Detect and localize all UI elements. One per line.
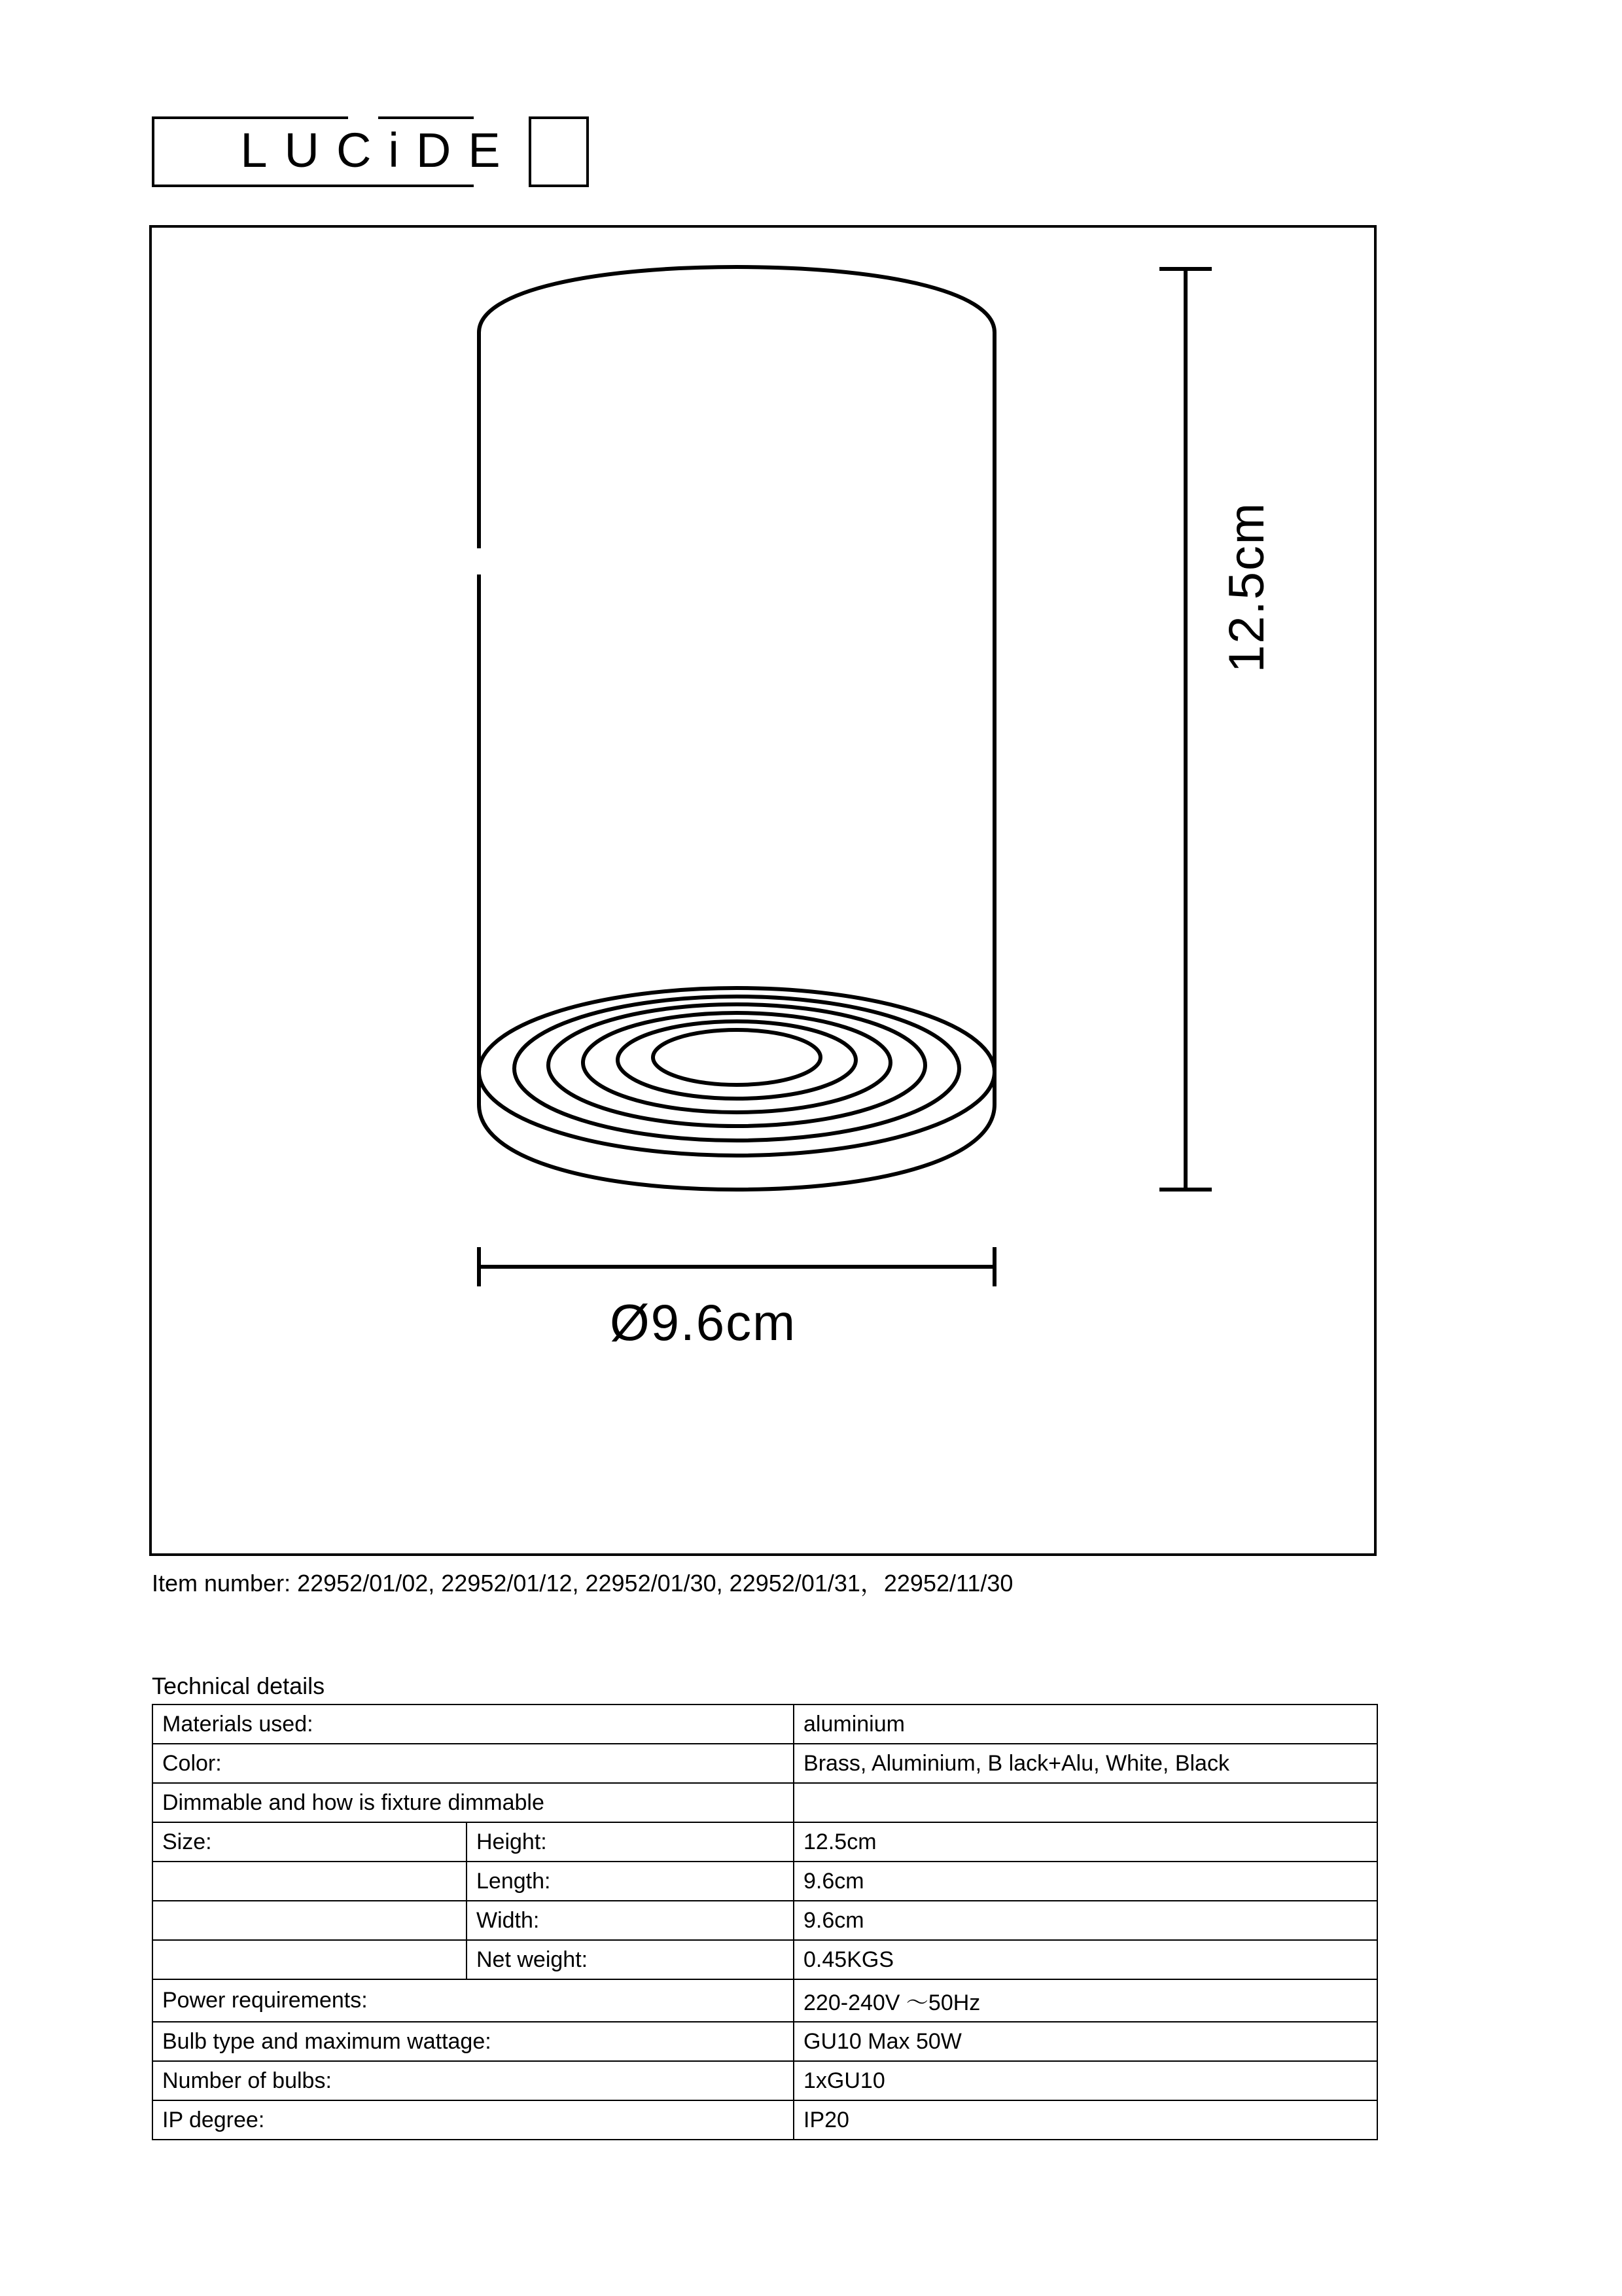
logo-divider [529,116,531,187]
table-row [152,1940,1377,1979]
row-value [794,1783,1377,1822]
row-value: 1xGU10 [794,2061,1377,2100]
table-row [152,1783,1377,1822]
row-value: GU10 Max 50W [794,2022,1377,2061]
row-value: 0.45KGS [794,1940,1377,1979]
table-row [152,1901,1377,1940]
row-value: Brass, Aluminium, B lack+Alu, White, Black [794,1744,1377,1783]
row-value: aluminium [794,1704,1377,1744]
row-label [152,1940,467,1979]
logo-notch-top [474,115,530,121]
row-label: Dimmable and how is fixture dimmable [152,1783,794,1822]
height-dimension-line [1159,269,1212,1190]
row-sublabel: Height: [467,1822,794,1862]
table-row [152,1979,1377,2022]
row-sublabel: Width: [467,1901,794,1940]
table-row [152,1822,1377,1862]
row-label: Materials used: [152,1704,794,1744]
row-value: 12.5cm [794,1822,1377,1862]
row-value: IP20 [794,2100,1377,2140]
row-label: Number of bulbs: [152,2061,794,2100]
cylinder-ceiling-spotlight-drawing [152,228,1377,1556]
table-row [152,2022,1377,2061]
logo-notch-c [348,115,378,121]
item-number-line: Item number: 22952/01/02, 22952/01/12, 22952/01/30, 22952/01/31，22952/11/30 [152,1570,1014,1597]
technical-details-title: Technical details [152,1672,325,1699]
row-sublabel: Net weight: [467,1940,794,1979]
lucide-logo [152,116,591,190]
table-row [152,1862,1377,1901]
row-label: IP degree: [152,2100,794,2140]
row-sublabel: Length: [467,1862,794,1901]
table-row [152,1704,1377,1744]
table-row [152,2061,1377,2100]
diameter-dimension-line [479,1247,995,1286]
row-label: Size: [152,1822,467,1862]
row-value: 9.6cm [794,1862,1377,1901]
row-label: Color: [152,1744,794,1783]
row-label: Power requirements: [152,1979,794,2022]
logo-text: LUCiDE [240,123,518,177]
product-drawing-frame [149,225,1377,1556]
height-dimension-label: 12.5cm [1219,501,1275,673]
diameter-dimension-label: Ø9.6cm [610,1294,797,1351]
logo-notch-bottom [474,183,530,189]
row-label [152,1862,467,1901]
table-row [152,1744,1377,1783]
technical-details-table [152,1704,1378,2140]
row-label [152,1901,467,1940]
table-row [152,2100,1377,2140]
row-value: 9.6cm [794,1901,1377,1940]
row-label: Bulb type and maximum wattage: [152,2022,794,2061]
row-value: 220-240V ～50Hz [794,1979,1377,2022]
